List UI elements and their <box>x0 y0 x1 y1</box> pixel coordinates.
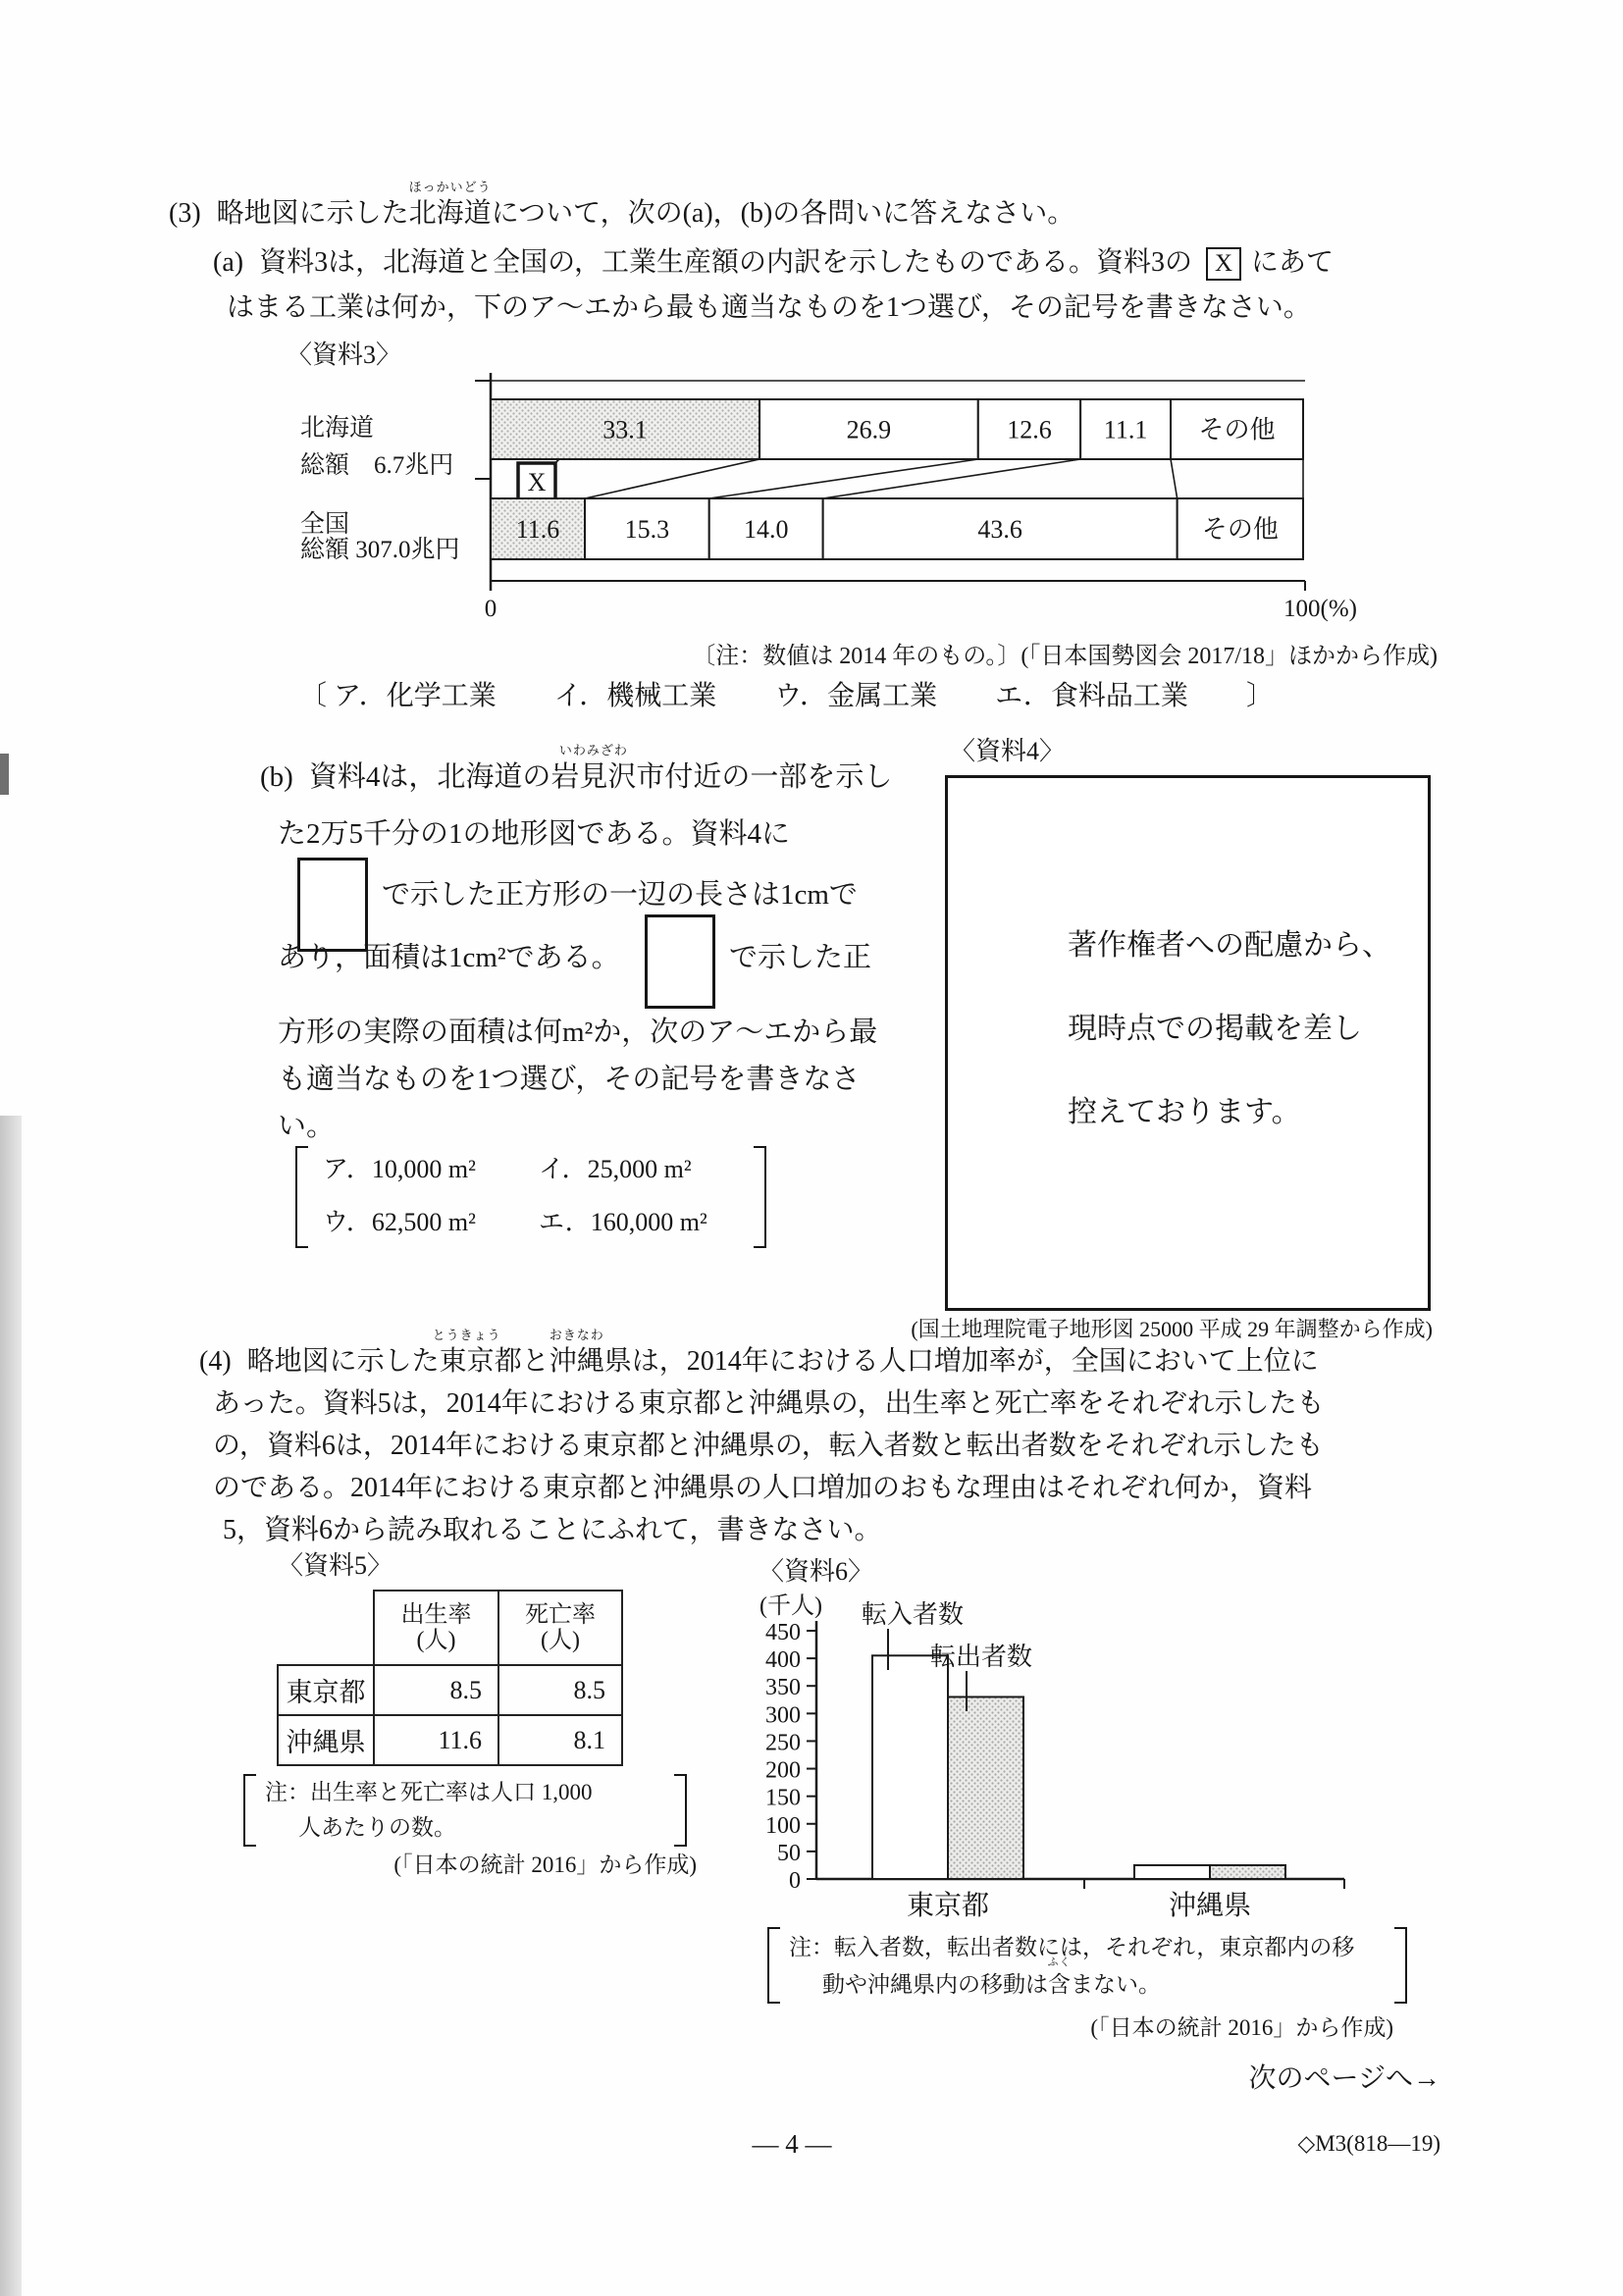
q4-line2: あった。資料5は，2014年における東京都と沖縄県の，出生率と死亡率をそれぞれ示したも <box>213 1388 1325 1419</box>
q3b-option-a-key: ア． <box>323 1155 372 1183</box>
shiryo5-note-line1: 注：出生率と死亡率は人口 1,000 <box>265 1780 593 1804</box>
option-e-key: エ． <box>995 681 1051 711</box>
shiryo3-bars-group <box>300 399 1303 563</box>
option-a-label: 化学工業 <box>386 681 497 711</box>
q3b-option-e <box>539 1207 707 1239</box>
shiryo5-source: (「日本の統計 2016」から作成) <box>393 1852 697 1877</box>
q3b-options-right-bracket <box>753 1146 766 1248</box>
q3-furigana: ほっかいどう <box>408 180 492 194</box>
map-square-symbol-2 <box>645 914 715 1009</box>
q4-ruby-okinawa <box>549 1328 604 1379</box>
shiryo4-notice-line2: 現時点での掲載を差し <box>1068 1013 1362 1045</box>
tokyo-deathrate: 8.5 <box>498 1665 622 1715</box>
shiryo6-ruby-base: 含 <box>1048 1972 1071 1997</box>
q3b-option-u-key: ウ． <box>323 1208 372 1236</box>
q3b-line4a: あり，面積は1cm²である。 <box>278 942 620 973</box>
shiryo6-note-right-bracket <box>1393 1927 1407 2004</box>
q3b-options-left-bracket <box>295 1146 309 1248</box>
svg-text:転入者数: 転入者数 <box>862 1600 965 1629</box>
svg-text:400: 400 <box>765 1647 801 1674</box>
next-page-indicator: 次のページへ→ <box>1248 2063 1440 2094</box>
q3-lead-post: について，次の(a)，(b)の各問いに答えなさい。 <box>491 198 1075 229</box>
q3b-option-u-label: 62,500 m² <box>371 1208 476 1236</box>
shiryo6-note-line2 <box>822 1957 1161 2000</box>
svg-text:450: 450 <box>765 1620 801 1645</box>
q3b-line1 <box>260 743 893 795</box>
shiryo4-title: 〈資料4〉 <box>950 737 1066 765</box>
shiryo5-header-deathrate <box>498 1591 622 1665</box>
deathrate-header-line2: (人) <box>541 1628 580 1653</box>
svg-text:250: 250 <box>765 1730 801 1756</box>
svg-text:26.9: 26.9 <box>846 415 892 444</box>
q3a-options <box>299 679 1274 713</box>
option-i-label: 機械工業 <box>606 681 717 711</box>
shiryo5-table <box>277 1590 623 1766</box>
shiryo4-notice-line3: 控えております。 <box>1068 1096 1301 1128</box>
shiryo5-note-line2: 人あたりの数。 <box>298 1815 456 1840</box>
svg-text:沖縄県: 沖縄県 <box>1168 1891 1252 1921</box>
option-e <box>995 681 1188 711</box>
shiryo6-ruby-fukumu <box>1047 1957 1072 2000</box>
options-open-bracket: 〔 <box>299 681 328 711</box>
option-a <box>334 681 497 711</box>
scan-artifact-strip <box>0 1116 22 2296</box>
options-close-bracket: 〕 <box>1245 681 1274 711</box>
option-a-key: ア． <box>334 681 387 711</box>
x-marker-box: X <box>1206 247 1241 281</box>
question-3a-paragraph <box>213 245 1469 336</box>
q3b-options-box <box>295 1146 766 1248</box>
birthrate-header-line2: (人) <box>416 1628 456 1653</box>
option-u-label: 金属工業 <box>827 681 938 711</box>
document-code: ◇M3(818—19) <box>1297 2131 1440 2156</box>
q3a-line2: はまる工業は何か，下のア～エから最も適当なものを1つ選び，その記号を書きなさい。 <box>227 292 1311 323</box>
svg-text:転出者数: 転出者数 <box>930 1643 1033 1671</box>
svg-text:33.1: 33.1 <box>602 415 648 444</box>
question-3b-block <box>260 743 937 1256</box>
q4-number: (4) <box>199 1346 232 1377</box>
shiryo6-furigana: ふく <box>1047 1957 1072 1968</box>
shiryo3-xtick-0: 0 <box>484 596 497 622</box>
shiryo3-title: 〈資料3〉 <box>287 340 402 369</box>
q4-line1-mid: 都と <box>494 1346 550 1377</box>
svg-text:15.3: 15.3 <box>624 515 670 544</box>
shiryo5-note-left-bracket <box>243 1774 257 1847</box>
q4-ruby-tokyo <box>432 1328 501 1379</box>
svg-text:14.0: 14.0 <box>743 515 789 544</box>
q3b-line3: で示した正方形の一辺の長さは1cmで <box>382 879 858 911</box>
q3a-line1-post: にあて <box>1251 247 1335 278</box>
shiryo3-stacked-bar-chart <box>294 371 1472 628</box>
q3b-line1-post: 市付近の一部を示し <box>636 761 893 793</box>
q3b-option-i-key: イ． <box>539 1155 588 1183</box>
shiryo4-notice-line1: 著作権者への配慮から、 <box>1068 929 1391 962</box>
q3b-furigana: いわみざわ <box>558 743 628 757</box>
svg-text:11.6: 11.6 <box>515 515 560 544</box>
q3b-line6: も適当なものを1つ選び，その記号を書きなさ <box>278 1064 861 1095</box>
shiryo5-empty-corner-cell <box>278 1591 374 1665</box>
row-label-okinawa: 沖縄県 <box>278 1715 374 1765</box>
question-3-number: (3) <box>169 198 201 229</box>
shiryo5-header-birthrate <box>374 1591 498 1665</box>
q3b-option-a-label: 10,000 m² <box>371 1155 476 1183</box>
q3b-line5: 方形の実際の面積は何m²か，次のア～エから最 <box>278 1017 878 1048</box>
shiryo6-title: 〈資料6〉 <box>759 1557 874 1586</box>
q3a-number: (a) <box>213 247 244 278</box>
shiryo4-source: (国土地理院電子地形図 25000 平成 29 年調整から作成) <box>911 1317 1433 1341</box>
q4-line5: 5，資料6から読み取れることにふれて，書きなさい。 <box>223 1515 882 1545</box>
okinawa-birthrate: 11.6 <box>374 1715 498 1765</box>
deathrate-header-line1: 死亡率 <box>525 1601 596 1628</box>
q3b-number: (b) <box>260 761 293 793</box>
okinawa-deathrate: 8.1 <box>498 1715 622 1765</box>
option-i <box>554 681 717 711</box>
question-3-heading <box>169 180 1075 231</box>
svg-text:300: 300 <box>765 1702 801 1729</box>
svg-text:150: 150 <box>765 1785 801 1811</box>
svg-text:総額 6.7兆円: 総額 6.7兆円 <box>300 452 454 479</box>
svg-text:43.6: 43.6 <box>977 515 1022 544</box>
q3b-line4b: で示した正 <box>729 942 872 973</box>
row-label-tokyo: 東京都 <box>278 1665 374 1715</box>
q3b-option-i <box>539 1154 692 1186</box>
q3b-option-e-key: エ． <box>539 1208 591 1236</box>
option-i-key: イ． <box>553 681 607 711</box>
q4-line1-post: 県は，2014年における人口増加率が，全国において上位に <box>603 1346 1319 1377</box>
q3b-option-a <box>323 1154 476 1186</box>
option-u <box>774 681 937 711</box>
shiryo6-note-line1: 注：転入者数，転出者数には，それぞれ，東京都内の移 <box>789 1935 1355 1959</box>
shiryo6-note <box>767 1927 1407 2004</box>
q3b-option-u <box>323 1207 476 1239</box>
shiryo5-note <box>243 1774 687 1847</box>
svg-text:東京都: 東京都 <box>906 1891 990 1921</box>
map-square-symbol-1 <box>297 858 368 952</box>
q4-line1 <box>199 1328 1319 1379</box>
q4-furigana-tokyo: とうきょう <box>432 1328 501 1342</box>
page-number: ― 4 ― <box>752 2129 832 2159</box>
svg-text:その他: その他 <box>1198 415 1276 444</box>
shiryo6-note-left-bracket <box>767 1927 781 2004</box>
option-u-key: ウ． <box>774 681 828 711</box>
shiryo6-plot-group <box>759 1592 1344 1921</box>
shiryo5-note-right-bracket <box>673 1774 687 1847</box>
q3b-line7: い。 <box>278 1111 336 1142</box>
birthrate-header-line1: 出生率 <box>400 1601 472 1628</box>
tokyo-birthrate: 8.5 <box>374 1665 498 1715</box>
svg-text:11.1: 11.1 <box>1103 415 1148 444</box>
q4-ruby-tokyo-base: 東京 <box>439 1346 495 1377</box>
svg-text:全国: 全国 <box>300 511 350 538</box>
q4-line1-pre: 略地図に示した <box>246 1346 440 1377</box>
q3-ruby-base: 北海道 <box>408 198 492 229</box>
q4-ruby-okinawa-base: 沖縄 <box>549 1346 604 1377</box>
table-row-okinawa <box>278 1715 622 1765</box>
q3a-line1-pre: 資料3は，北海道と全国の，工業生産額の内訳を示したものである。資料3の <box>259 247 1192 278</box>
svg-text:12.6: 12.6 <box>1007 415 1052 444</box>
q3b-option-i-label: 25,000 m² <box>587 1155 692 1183</box>
table-row-tokyo <box>278 1665 622 1715</box>
svg-text:北海道: 北海道 <box>300 415 375 442</box>
svg-text:200: 200 <box>765 1757 801 1784</box>
q3-lead-pre: 略地図に示した <box>216 198 409 229</box>
shiryo6-note-line2-pre: 動や沖縄県内の移動は <box>822 1972 1048 1997</box>
q3-ruby-hokkaido <box>408 180 492 231</box>
shiryo3-xtick-100: 100(%) <box>1283 596 1357 622</box>
q4-line3: の，資料6は，2014年における東京都と沖縄県の，転入者数と転出者数をそれぞれ示したも <box>213 1431 1324 1461</box>
shiryo6-note-line2-post: まない。 <box>1071 1972 1161 1997</box>
q3b-line1-pre: 資料4は，北海道の <box>308 761 551 793</box>
q4-line4: のである。2014年における東京都と沖縄県の人口増加のおもな理由はそれぞれ何か，資料 <box>213 1473 1313 1503</box>
svg-text:50: 50 <box>777 1840 801 1866</box>
shiryo5-title: 〈資料5〉 <box>278 1551 393 1580</box>
svg-text:100: 100 <box>765 1812 801 1839</box>
shiryo6-source: (「日本の統計 2016」から作成) <box>1090 2015 1393 2040</box>
x-marker-label: X <box>527 468 547 496</box>
q3b-ruby-iwamizawa <box>550 743 637 795</box>
q3b-option-e-label: 160,000 m² <box>590 1208 707 1236</box>
shiryo6-bar-chart <box>756 1588 1442 1926</box>
svg-text:その他: その他 <box>1201 515 1279 544</box>
shiryo4-map-placeholder-box <box>945 775 1431 1311</box>
q3b-ruby-base: 岩見沢 <box>550 761 637 793</box>
q3a-line1 <box>213 245 1334 281</box>
shiryo3-note: 〔注：数値は 2014 年のもの。〕(「日本国勢図会 2017/18」ほかから作成) <box>692 644 1438 669</box>
q3b-line2: た2万5千分の1の地形図である。資料4に <box>278 818 791 850</box>
scan-artifact-tab <box>0 754 9 795</box>
svg-text:350: 350 <box>765 1675 801 1701</box>
option-e-label: 食料品工業 <box>1050 681 1188 711</box>
q4-furigana-okinawa: おきなわ <box>549 1328 604 1342</box>
svg-text:0: 0 <box>789 1868 801 1894</box>
svg-text:(千人): (千人) <box>759 1593 822 1619</box>
svg-text:総額 307.0兆円: 総額 307.0兆円 <box>300 537 460 563</box>
